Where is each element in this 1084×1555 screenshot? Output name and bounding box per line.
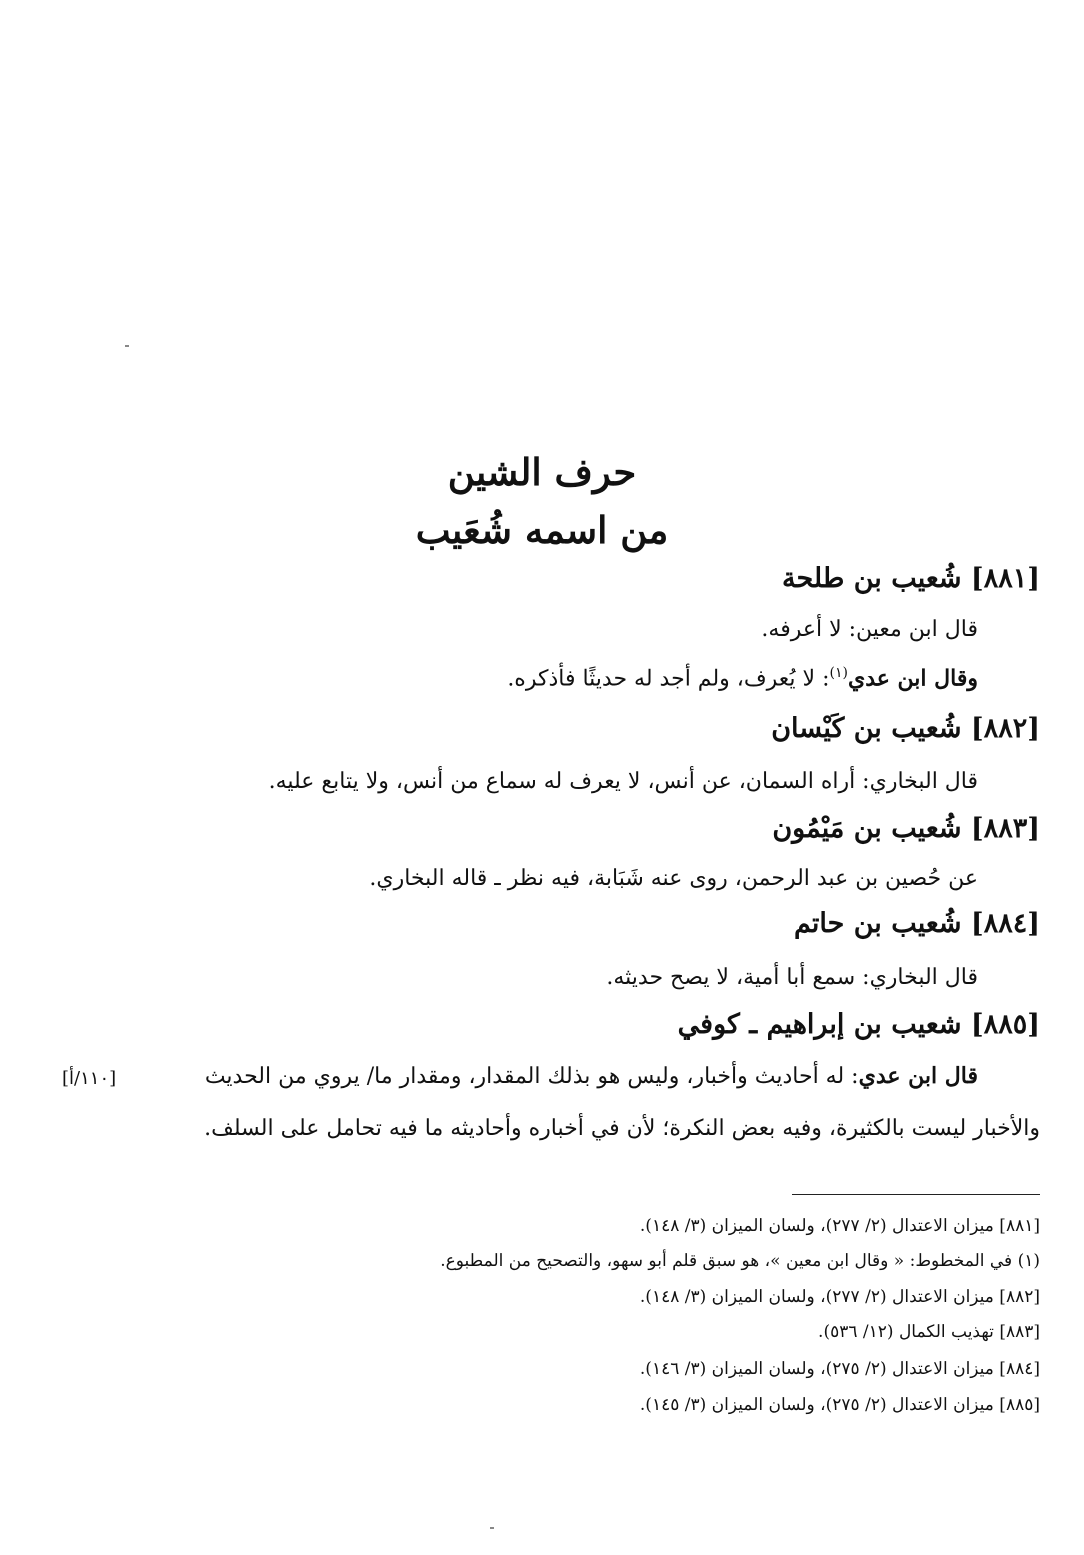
entry-heading: [٨٨٢] شُعيب بن كَيْسان xyxy=(771,713,1040,744)
footnote-marker: (١) xyxy=(829,665,848,681)
entry-text xyxy=(205,1063,978,1089)
entry-heading: [٨٨٣] شُعيب بن مَيْمُون xyxy=(772,813,1040,844)
footnote: (١) في المخطوط: « وقال ابن معين »، هو سبق قلم أبو سهو، والتصحيح من المطبوع. xyxy=(440,1251,1040,1271)
narrator-name: قال ابن عدي xyxy=(858,1063,978,1089)
scan-speck xyxy=(125,345,129,347)
entry-text: عن حُصين بن عبد الرحمن، روى عنه شَبَابة، فيه نظر ـ قاله البخاري. xyxy=(369,866,978,891)
footnote-divider xyxy=(792,1194,1040,1195)
entry-text: قال البخاري: أراه السمان، عن أنس، لا يعرف له سماع من أنس، ولا يتابع عليه. xyxy=(268,769,978,794)
footnote: [٨٨٢] ميزان الاعتدال (٢/ ٢٧٧)، ولسان الميزان (٣/ ١٤٨). xyxy=(639,1287,1040,1307)
entry-text: قال ابن معين: لا أعرفه. xyxy=(761,617,978,642)
entry-heading: [٨٨١] شُعيب بن طلحة xyxy=(782,563,1040,594)
narrator-name: وقال ابن عدي xyxy=(847,665,978,692)
entry-heading: [٨٨٤] شُعيب بن حاتم xyxy=(793,908,1040,939)
chapter-title: حرف الشين xyxy=(447,450,637,494)
footnote: [٨٨١] ميزان الاعتدال (٢/ ٢٧٧)، ولسان الميزان (٣/ ١٤٨). xyxy=(639,1216,1040,1236)
entry-heading: [٨٨٥] شعيب بن إبراهيم ـ كوفي xyxy=(677,1009,1040,1040)
entry-text-rest: : لا يُعرف، ولم أجد له حديثًا فأذكره. xyxy=(507,666,830,692)
scan-speck xyxy=(490,1527,494,1529)
entry-text xyxy=(507,665,978,691)
manuscript-folio-ref: [١١٠/أ] xyxy=(62,1068,117,1089)
entry-text: قال البخاري: سمع أبا أمية، لا يصح حديثه. xyxy=(606,965,978,990)
entry-text: والأخبار ليست بالكثيرة، وفيه بعض النكرة؛ لأن في أخباره وأحاديثه ما فيه تحامل على السلف. xyxy=(204,1116,1040,1141)
chapter-subtitle: من اسمه شُعَيب xyxy=(415,508,669,552)
footnote: [٨٨٤] ميزان الاعتدال (٢/ ٢٧٥)، ولسان الميزان (٣/ ١٤٦). xyxy=(639,1359,1040,1379)
entry-text-rest: : له أحاديث وأخبار، وليس هو بذلك المقدار، ومقدار ما/ يروي من الحديث xyxy=(204,1064,859,1089)
footnote: [٨٨٥] ميزان الاعتدال (٢/ ٢٧٥)، ولسان الميزان (٣/ ١٤٥). xyxy=(639,1395,1040,1415)
footnote: [٨٨٣] تهذيب الكمال (١٢/ ٥٣٦). xyxy=(818,1322,1040,1342)
